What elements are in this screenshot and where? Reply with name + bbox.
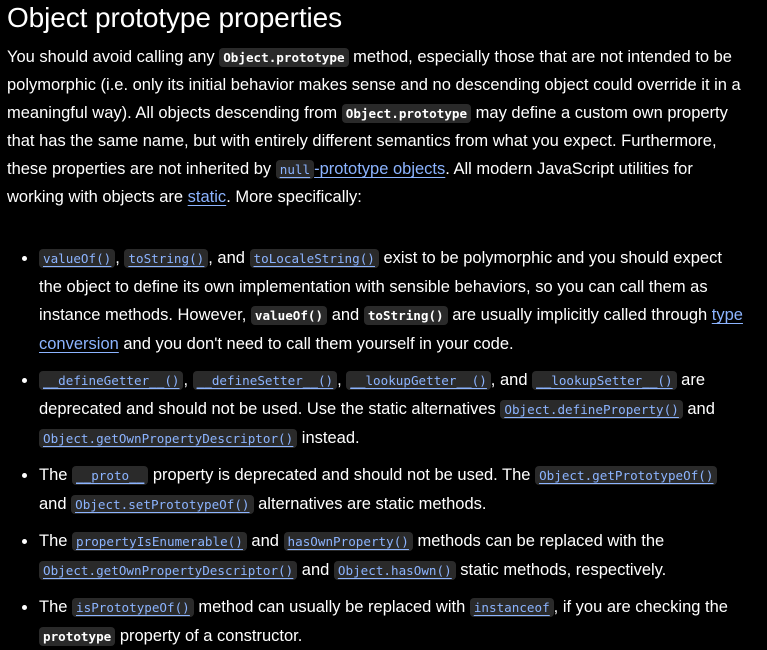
inline-code: prototype [39,627,115,646]
definesetter-link[interactable] [193,371,337,389]
item-line [39,556,767,585]
text: and [682,400,715,418]
intro-line [7,155,767,183]
tolocalestring-link[interactable] [250,249,379,267]
text: , [183,371,193,389]
type-conversion-link[interactable]: type [711,306,743,324]
link-code: __lookupSetter__() [532,371,676,390]
link-text: -prototype objects [314,160,446,178]
list-item [0,527,767,585]
link-code: Object.setPrototypeOf() [71,495,253,514]
link-code: __defineGetter__() [39,371,183,390]
link-code: Object.hasOwn() [334,561,456,580]
item-line [39,301,767,330]
getprototypeof-link[interactable] [535,466,717,484]
item-line [39,244,767,273]
text: deprecated and should not be used. Use the static alternatives [39,400,501,418]
text: instead. [297,429,360,447]
text: and [39,495,72,513]
text: The [39,598,73,616]
link-code: toLocaleString() [250,249,379,268]
defineproperty-link[interactable] [500,400,682,418]
propertyisenumerable-link[interactable] [72,532,247,550]
section-heading: Object prototype properties [7,2,343,33]
text: . More specifically: [226,188,362,206]
link-code: Object.getOwnPropertyDescriptor() [39,429,297,448]
inline-code: Object.prototype [342,104,471,123]
link-code: Object.getPrototypeOf() [535,466,717,485]
static-link[interactable]: static [187,188,227,206]
link-code: Object.defineProperty() [500,400,682,419]
intro-line [7,71,767,99]
intro-line [7,183,767,211]
item-line [39,527,767,556]
text: the object to define its own implementation with sensible behaviors, so you can call them as [39,278,708,296]
text: and you don't need to call them yourself in your code. [118,335,514,353]
item-line [39,622,767,650]
lookupgetter-link[interactable] [346,371,490,389]
item-line [39,461,767,490]
text: , and [208,249,250,267]
list-item [0,244,767,358]
item-line [39,273,767,301]
text: method can usually be replaced with [193,598,470,616]
text: , [337,371,347,389]
text: alternatives are static methods. [253,495,487,513]
text: and [327,306,364,324]
link-code: toString() [124,249,208,268]
text: and [246,532,284,550]
text: property is deprecated and should not be used. The [148,466,536,484]
text: are [676,371,706,389]
item-line [39,424,767,453]
intro-line [7,99,767,127]
properties-list [0,244,767,650]
link-code: isPrototypeOf() [72,598,194,617]
isprototypeof-link[interactable] [72,598,194,616]
link-code: __defineSetter__() [193,371,337,390]
text: property of a constructor. [115,627,303,645]
text: method, especially those that are not intended to be [348,48,732,66]
text: instance methods. However, [39,306,251,324]
item-line [39,330,767,358]
link-code: instanceof [470,598,554,617]
text: The [39,532,73,550]
text: methods can be replaced with the [412,532,665,550]
text: these properties are not inherited by [7,160,276,178]
text: may define a custom own property [471,104,728,122]
lookupsetter-link[interactable] [532,371,676,389]
inline-code: null [276,160,314,179]
definegetter-link[interactable] [39,371,183,389]
item-line [39,366,767,395]
type-conversion-link[interactable]: conversion [39,335,119,353]
null-prototype-objects-link[interactable] [276,160,446,178]
link-code: hasOwnProperty() [284,532,413,551]
item-line [39,490,767,519]
text: You should avoid calling any [7,48,220,66]
text: , and [490,371,533,389]
valueof-link[interactable] [39,249,115,267]
getownpropertydescriptor-link[interactable] [39,429,297,447]
instanceof-link[interactable] [470,598,554,616]
inline-code: valueOf() [251,306,327,325]
list-item [0,593,767,650]
list-item [0,461,767,519]
setprototypeof-link[interactable] [71,495,253,513]
link-code: propertyIsEnumerable() [72,532,247,551]
text: The [39,466,73,484]
text: and [297,561,334,579]
hasown-link[interactable] [334,561,456,579]
text: working with objects are [7,188,188,206]
intro-paragraph [7,43,767,211]
list-item [0,366,767,453]
text: , [115,249,125,267]
text: , if you are checking the [553,598,728,616]
intro-line [7,127,767,155]
link-code: __proto__ [72,466,148,485]
link-code: Object.getOwnPropertyDescriptor() [39,561,297,580]
text: polymorphic (i.e. only its initial behavior makes sense and no descending object could override it in a [7,76,741,94]
text: that has the same name, but with entirely different semantics from what you expect. Furthermore, [7,132,717,150]
hasownproperty-link[interactable] [284,532,413,550]
getownpropertydescriptor-link[interactable] [39,561,297,579]
link-code: __lookupGetter__() [346,371,490,390]
text: . All modern JavaScript utilities for [445,160,693,178]
intro-line [7,43,767,71]
inline-code: toString() [364,306,448,325]
inline-code: Object.prototype [219,48,348,67]
text: static methods, respectively. [455,561,667,579]
text: are usually implicitly called through [447,306,712,324]
proto-link[interactable] [72,466,148,484]
item-line [39,593,767,622]
text: meaningful way). All objects descending from [7,104,342,122]
item-line [39,395,767,424]
text: exist to be polymorphic and you should expect [378,249,722,267]
link-code: valueOf() [39,249,115,268]
tostring-link[interactable] [124,249,208,267]
